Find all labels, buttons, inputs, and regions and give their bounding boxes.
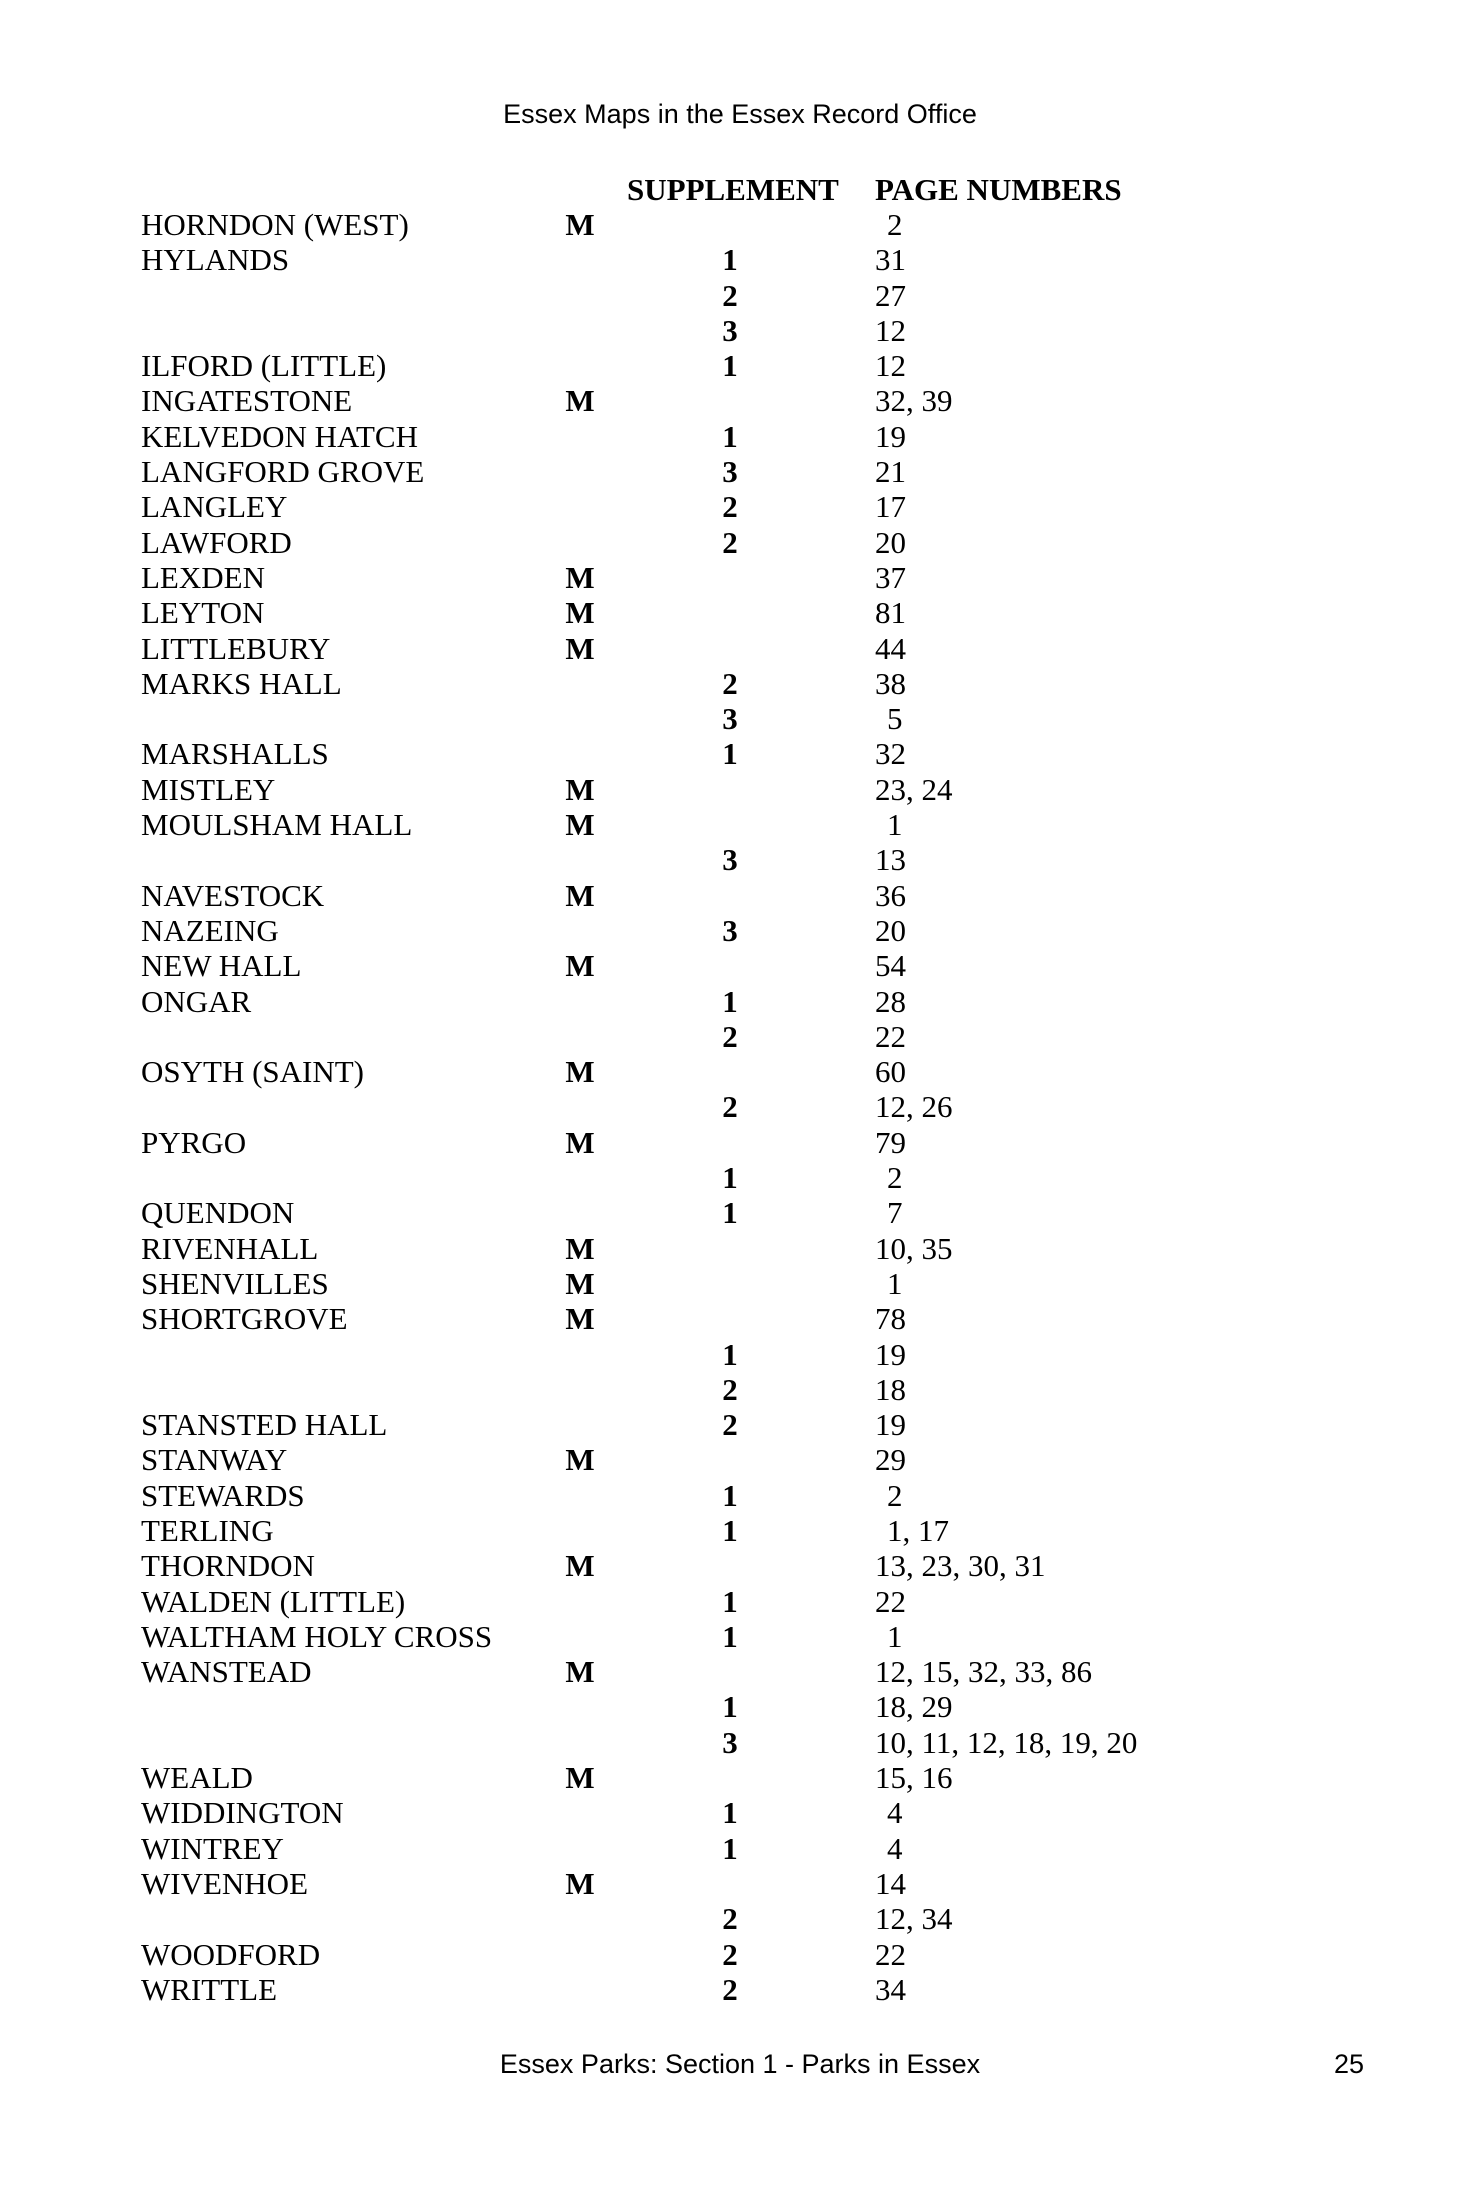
supplement-number: 1: [722, 1477, 738, 1513]
park-name: THORNDON: [141, 1548, 315, 1584]
supplement-number: 2: [722, 1089, 738, 1125]
page-numbers: 32, 39: [875, 383, 953, 419]
page-numbers: 32: [875, 736, 906, 772]
table-row: [0, 242, 1480, 277]
page-numbers: 13, 23, 30, 31: [875, 1548, 1046, 1584]
page-numbers-column-header: PAGE NUMBERS: [875, 172, 1122, 207]
table-row: [0, 1760, 1480, 1795]
park-name: QUENDON: [141, 1195, 295, 1231]
table-row: [0, 278, 1480, 313]
park-name: PYRGO: [141, 1124, 247, 1160]
park-name: KELVEDON HATCH: [141, 418, 418, 454]
map-marker: M: [565, 1301, 595, 1337]
page-numbers: 44: [875, 630, 906, 666]
table-row: [0, 772, 1480, 807]
page-numbers: 19: [875, 1336, 906, 1372]
table-row: [0, 1513, 1480, 1548]
supplement-number: 1: [722, 1689, 738, 1725]
map-marker: M: [565, 595, 595, 631]
table-row: [0, 1266, 1480, 1301]
page-numbers: 2: [887, 1160, 903, 1196]
supplement-number: 2: [722, 1018, 738, 1054]
table-row: [0, 1372, 1480, 1407]
page-number: 25: [1333, 2049, 1364, 2079]
page-numbers: 15, 16: [875, 1760, 953, 1796]
table-row: [0, 1866, 1480, 1901]
page-numbers: 17: [875, 489, 906, 525]
table-row: [0, 736, 1480, 771]
page-numbers: 22: [875, 1018, 906, 1054]
parks-table: [0, 207, 1480, 2007]
park-name: WALTHAM HOLY CROSS: [141, 1618, 493, 1654]
page-numbers: 54: [875, 948, 906, 984]
park-name: LITTLEBURY: [141, 630, 331, 666]
park-name: WIVENHOE: [141, 1865, 309, 1901]
table-row: [0, 1337, 1480, 1372]
table-row: [0, 666, 1480, 701]
table-row: [0, 595, 1480, 630]
table-row: [0, 1125, 1480, 1160]
page-numbers: 20: [875, 912, 906, 948]
table-row: [0, 913, 1480, 948]
supplement-number: 2: [722, 665, 738, 701]
page-numbers: 18, 29: [875, 1689, 953, 1725]
page-numbers: 22: [875, 1936, 906, 1972]
page-numbers: 34: [875, 1971, 906, 2007]
table-row: [0, 1019, 1480, 1054]
table-row: [0, 1795, 1480, 1830]
park-name: STEWARDS: [141, 1477, 305, 1513]
supplement-number: 2: [722, 1901, 738, 1937]
page-numbers: 1, 17: [887, 1512, 949, 1548]
page-numbers: 4: [887, 1830, 903, 1866]
park-name: OSYTH (SAINT): [141, 1054, 365, 1090]
supplement-column-header: SUPPLEMENT: [627, 172, 839, 207]
park-name: NAVESTOCK: [141, 877, 325, 913]
park-name: STANSTED HALL: [141, 1407, 388, 1443]
page-numbers: 23, 24: [875, 771, 953, 807]
table-row: [0, 348, 1480, 383]
park-name: SHENVILLES: [141, 1265, 329, 1301]
table-row: [0, 1654, 1480, 1689]
table-row: [0, 1478, 1480, 1513]
supplement-number: 2: [722, 1407, 738, 1443]
table-row: [0, 383, 1480, 418]
page-numbers: 14: [875, 1865, 906, 1901]
park-name: HORNDON (WEST): [141, 207, 409, 242]
page-numbers: 19: [875, 1407, 906, 1443]
park-name: MISTLEY: [141, 771, 276, 807]
page-header: Essex Maps in the Essex Record Office: [503, 99, 977, 129]
map-marker: M: [565, 1442, 595, 1478]
table-row: [0, 1089, 1480, 1124]
page-numbers: 79: [875, 1124, 906, 1160]
page-numbers: 12, 26: [875, 1089, 953, 1125]
page-numbers: 19: [875, 418, 906, 454]
page-numbers: 29: [875, 1442, 906, 1478]
park-name: MOULSHAM HALL: [141, 807, 413, 843]
park-name: LEXDEN: [141, 559, 265, 595]
supplement-number: 2: [722, 489, 738, 525]
table-row: [0, 313, 1480, 348]
page-numbers: 27: [875, 277, 906, 313]
supplement-number: 1: [722, 348, 738, 384]
map-marker: M: [565, 1548, 595, 1584]
table-row: [0, 842, 1480, 877]
map-marker: M: [565, 771, 595, 807]
table-row: [0, 1584, 1480, 1619]
supplement-number: 1: [722, 983, 738, 1019]
park-name: WINTREY: [141, 1830, 284, 1866]
table-row: [0, 419, 1480, 454]
page-numbers: 2: [887, 207, 903, 242]
supplement-number: 1: [722, 1160, 738, 1196]
table-row: [0, 1195, 1480, 1230]
supplement-number: 1: [722, 1195, 738, 1231]
page-numbers: 4: [887, 1795, 903, 1831]
supplement-number: 1: [722, 1583, 738, 1619]
table-row: [0, 631, 1480, 666]
table-row: [0, 1301, 1480, 1336]
table-row: [0, 1231, 1480, 1266]
map-marker: M: [565, 1124, 595, 1160]
park-name: MARKS HALL: [141, 665, 342, 701]
supplement-number: 1: [722, 1618, 738, 1654]
supplement-number: 3: [722, 701, 738, 737]
page-numbers: 18: [875, 1371, 906, 1407]
map-marker: M: [565, 1865, 595, 1901]
page-numbers: 12, 34: [875, 1901, 953, 1937]
table-row: [0, 1937, 1480, 1972]
supplement-number: 3: [722, 454, 738, 490]
map-marker: M: [565, 948, 595, 984]
map-marker: M: [565, 1760, 595, 1796]
map-marker: M: [565, 559, 595, 595]
page-numbers: 20: [875, 524, 906, 560]
page-numbers: 13: [875, 842, 906, 878]
park-name: STANWAY: [141, 1442, 288, 1478]
table-row: [0, 1054, 1480, 1089]
map-marker: M: [565, 383, 595, 419]
park-name: ONGAR: [141, 983, 252, 1019]
table-row: [0, 454, 1480, 489]
page-numbers: 21: [875, 454, 906, 490]
table-row: [0, 807, 1480, 842]
page-numbers: 5: [887, 701, 903, 737]
page-numbers: 37: [875, 559, 906, 595]
park-name: WANSTEAD: [141, 1654, 312, 1690]
park-name: SHORTGROVE: [141, 1301, 348, 1337]
park-name: WEALD: [141, 1760, 253, 1796]
park-name: TERLING: [141, 1512, 274, 1548]
map-marker: M: [565, 630, 595, 666]
supplement-number: 2: [722, 1371, 738, 1407]
map-marker: M: [565, 1654, 595, 1690]
supplement-number: 1: [722, 418, 738, 454]
page-numbers: 1: [887, 1618, 903, 1654]
table-row: [0, 1407, 1480, 1442]
supplement-number: 1: [722, 736, 738, 772]
table-row: [0, 1160, 1480, 1195]
page-numbers: 28: [875, 983, 906, 1019]
page-numbers: 22: [875, 1583, 906, 1619]
supplement-number: 1: [722, 1795, 738, 1831]
park-name: HYLANDS: [141, 242, 290, 278]
table-row: [0, 1442, 1480, 1477]
table-row: [0, 948, 1480, 983]
table-row: [0, 1725, 1480, 1760]
table-row: [0, 489, 1480, 524]
table-row: [0, 1831, 1480, 1866]
page-numbers: 78: [875, 1301, 906, 1337]
park-name: INGATESTONE: [141, 383, 353, 419]
page-numbers: 36: [875, 877, 906, 913]
supplement-number: 2: [722, 1936, 738, 1972]
park-name: LANGLEY: [141, 489, 288, 525]
supplement-number: 3: [722, 312, 738, 348]
page-numbers: 10, 35: [875, 1230, 953, 1266]
page-numbers: 31: [875, 242, 906, 278]
table-row: [0, 1901, 1480, 1936]
page-numbers: 2: [887, 1477, 903, 1513]
page-numbers: 38: [875, 665, 906, 701]
supplement-number: 1: [722, 1830, 738, 1866]
page-numbers: 7: [887, 1195, 903, 1231]
supplement-number: 1: [722, 1512, 738, 1548]
supplement-number: 2: [722, 524, 738, 560]
supplement-number: 2: [722, 1971, 738, 2007]
map-marker: M: [565, 807, 595, 843]
supplement-number: 2: [722, 277, 738, 313]
page-numbers: 10, 11, 12, 18, 19, 20: [875, 1724, 1138, 1760]
table-row: [0, 1619, 1480, 1654]
table-row: [0, 525, 1480, 560]
table-row: [0, 1548, 1480, 1583]
park-name: LAWFORD: [141, 524, 292, 560]
supplement-number: 3: [722, 842, 738, 878]
park-name: WIDDINGTON: [141, 1795, 344, 1831]
page-numbers: 60: [875, 1054, 906, 1090]
park-name: WALDEN (LITTLE): [141, 1583, 406, 1619]
park-name: NEW HALL: [141, 948, 302, 984]
park-name: WOODFORD: [141, 1936, 321, 1972]
map-marker: M: [565, 1054, 595, 1090]
map-marker: M: [565, 207, 595, 242]
map-marker: M: [565, 877, 595, 913]
park-name: ILFORD (LITTLE): [141, 348, 387, 384]
table-row: [0, 701, 1480, 736]
page-numbers: 1: [887, 807, 903, 843]
page-numbers: 81: [875, 595, 906, 631]
table-row: [0, 1972, 1480, 2007]
map-marker: M: [565, 1230, 595, 1266]
table-row: [0, 1689, 1480, 1724]
park-name: WRITTLE: [141, 1971, 278, 2007]
page-numbers: 12: [875, 312, 906, 348]
supplement-number: 1: [722, 242, 738, 278]
footer-title: Essex Parks: Section 1 - Parks in Essex: [499, 2049, 981, 2079]
park-name: NAZEING: [141, 912, 279, 948]
supplement-number: 3: [722, 1724, 738, 1760]
table-row: [0, 560, 1480, 595]
park-name: MARSHALLS: [141, 736, 329, 772]
table-row: [0, 878, 1480, 913]
park-name: LANGFORD GROVE: [141, 454, 425, 490]
table-row: [0, 207, 1480, 242]
supplement-number: 1: [722, 1336, 738, 1372]
page-numbers: 12: [875, 348, 906, 384]
page-numbers: 1: [887, 1265, 903, 1301]
park-name: RIVENHALL: [141, 1230, 319, 1266]
table-row: [0, 984, 1480, 1019]
map-marker: M: [565, 1265, 595, 1301]
park-name: LEYTON: [141, 595, 265, 631]
supplement-number: 3: [722, 912, 738, 948]
page-numbers: 12, 15, 32, 33, 86: [875, 1654, 1092, 1690]
